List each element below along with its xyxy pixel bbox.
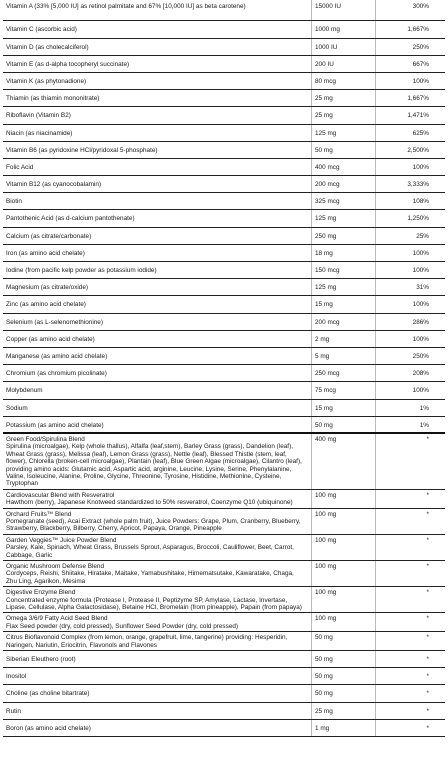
nutrient-amount: 250 mcg <box>315 370 340 378</box>
nutrient-name: Molybdenum <box>6 387 43 395</box>
nutrient-amount: 200 IU <box>315 60 334 68</box>
ingredient-amount: 1 mg <box>315 724 330 732</box>
blend-description: Hawthorn (berry), Japanese Knotweed standardized to 50% resveratrol, Coenzyme Q10 (ubiquinone) <box>6 499 293 507</box>
nutrient-daily-value: 625% <box>412 129 429 137</box>
blend-title: Omega 3/6/9 Fatty Acid Seed Blend <box>6 615 108 623</box>
nutrient-row <box>3 417 445 434</box>
blend-row <box>3 613 445 632</box>
ingredient-row <box>3 651 445 668</box>
nutrient-daily-value: 100% <box>412 267 429 275</box>
nutrient-daily-value: 1,667% <box>407 95 429 103</box>
ingredient-daily-value: * <box>426 656 429 664</box>
nutrient-row <box>3 0 445 21</box>
nutrient-name: Manganese (as amino acid chelate) <box>6 352 108 360</box>
blend-row <box>3 490 445 509</box>
nutrient-daily-value: 100% <box>412 163 429 171</box>
nutrient-daily-value: 1,471% <box>407 112 429 120</box>
nutrient-row <box>3 400 445 417</box>
nutrient-amount: 125 mg <box>315 284 337 292</box>
blend-info <box>6 537 306 562</box>
blend-daily-value: * <box>426 536 429 544</box>
nutrient-name: Vitamin K (as phytonadione) <box>6 77 87 85</box>
blend-title: Green Food/Spirulina Blend <box>6 435 85 443</box>
blend-description: Spirulina (microalgae), Kelp (whole thallus), Alfalfa (leaf,stem), Barley Grass (grass), Dandelion (leaf), Wheat Grass (grass), Melissa (leaf), Lemon Grass (grass), Nettle (leaf), Blessed Thistle (stem, leaf, flower), Chlorella (broken-cell microalgae), Plantain (leaf), Blue Green Algae (microalgae), Cilantro (leaf), providing amino acids: Glutamic acid, Aspartic acid, arginine, Leucine, Lysine, Serine, Phenylalanine, Valine, Isoleucine, Alanine, Proline, Glycine, Threonine, Tyrosine, Histidine, Methionine, Cysteine, Tryptophan <box>6 443 302 488</box>
nutrient-row <box>3 296 445 313</box>
ingredient-amount: 50 mg <box>315 673 333 681</box>
blend-info <box>6 492 306 510</box>
ingredient-daily-value: * <box>426 707 429 715</box>
nutrient-row <box>3 56 445 73</box>
nutrient-row <box>3 193 445 210</box>
nutrient-daily-value: 667% <box>412 60 429 68</box>
blend-daily-value: * <box>426 562 429 570</box>
nutrient-amount: 125 mg <box>315 215 337 223</box>
nutrient-row <box>3 176 445 193</box>
blend-daily-value: * <box>426 435 429 443</box>
nutrient-name: Vitamin B6 (as pyridoxine HCl/pyridoxal 5-phosphate) <box>6 146 158 154</box>
nutrient-name: Magnesium (as citrate/oxide) <box>6 284 89 292</box>
blend-row <box>3 561 445 587</box>
nutrient-daily-value: 250% <box>412 352 429 360</box>
ingredient-daily-value: * <box>426 690 429 698</box>
nutrient-amount: 80 mcg <box>315 77 336 85</box>
nutrient-daily-value: 108% <box>412 198 429 206</box>
nutrient-daily-value: 25% <box>416 232 429 240</box>
nutrient-daily-value: 100% <box>412 249 429 257</box>
nutrient-amount: 400 mcg <box>315 163 340 171</box>
nutrient-row <box>3 262 445 279</box>
nutrient-amount: 25 mg <box>315 95 333 103</box>
blend-amount: 100 mg <box>315 589 337 597</box>
blend-info <box>6 589 306 614</box>
blend-row <box>3 509 445 535</box>
ingredient-name: Boron (as amino acid chelate) <box>6 724 91 732</box>
blend-amount: 100 mg <box>315 615 337 623</box>
nutrient-amount: 1000 IU <box>315 43 338 51</box>
nutrient-amount: 75 mcg <box>315 387 336 395</box>
blend-title: Cardiovascular Blend with Resveratrol <box>6 491 115 499</box>
nutrient-daily-value: 31% <box>416 284 429 292</box>
nutrient-name: Zinc (as amino acid chelate) <box>6 301 86 309</box>
nutrient-amount: 18 mg <box>315 249 333 257</box>
nutrient-name: Chromium (as chromium picolinate) <box>6 370 107 378</box>
nutrient-name: Copper (as amino acid chelate) <box>6 335 95 343</box>
nutrient-row <box>3 365 445 382</box>
nutrient-amount: 25 mg <box>315 112 333 120</box>
nutrient-row <box>3 39 445 56</box>
nutrient-daily-value: 208% <box>412 370 429 378</box>
nutrient-daily-value: 286% <box>412 318 429 326</box>
nutrient-row <box>3 348 445 365</box>
nutrient-amount: 325 mcg <box>315 198 340 206</box>
nutrient-amount: 15000 IU <box>315 3 341 10</box>
nutrient-daily-value: 1,250% <box>407 215 429 223</box>
blend-daily-value: * <box>426 510 429 518</box>
nutrient-daily-value: 250% <box>412 43 429 51</box>
ingredient-name: Siberian Eleuthero (root) <box>6 656 76 664</box>
ingredient-amount: 25 mg <box>315 707 333 715</box>
blend-description: Pomegranate (seed), Acai Extract (whole palm fruit), Juice Powders: Grape, Plum, Cranberry, Blueberry, Strawberry, Blackberry, Bilberry, Cherry, Apricot, Papaya, Orange, Pineapple <box>6 517 301 533</box>
nutrient-name: Iron (as amino acid chelate) <box>6 249 85 257</box>
blend-info <box>6 563 306 588</box>
vitamins-minerals-section <box>3 0 445 434</box>
nutrient-amount: 200 mcg <box>315 181 340 189</box>
ingredient-amount: 50 mg <box>315 656 333 664</box>
nutrient-name: Calcium (as citrate/carbonate) <box>6 232 92 240</box>
nutrient-name: Vitamin D (as cholecalciferol) <box>6 43 89 51</box>
nutrient-name: Riboflavin (Vitamin B2) <box>6 112 71 120</box>
ingredient-row <box>3 685 445 702</box>
nutrient-name: Vitamin B12 (as cyanocobalamin) <box>6 181 102 189</box>
blend-row <box>3 535 445 561</box>
nutrient-amount: 150 mcg <box>315 267 340 275</box>
nutrient-name: Selenium (as L-selenomethionine) <box>6 318 103 326</box>
nutrient-amount: 50 mg <box>315 146 333 154</box>
blend-info <box>6 634 306 652</box>
blend-daily-value: * <box>426 491 429 499</box>
nutrient-daily-value: 1% <box>419 421 429 429</box>
blend-title: Garden Veggies™ Juice Powder Blend <box>6 536 117 544</box>
blend-amount: 400 mg <box>315 435 337 443</box>
nutrient-name: Iodine (from pacific kelp powder as potassium iodide) <box>6 267 157 275</box>
nutrient-amount: 50 mg <box>315 421 333 429</box>
nutrient-name: Potassium (as amino acid chelate) <box>6 421 104 429</box>
nutrient-amount: 1000 mg <box>315 26 340 34</box>
ingredient-daily-value: * <box>426 724 429 732</box>
blend-info <box>6 511 306 536</box>
nutrient-row <box>3 125 445 142</box>
blend-amount: 100 mg <box>315 562 337 570</box>
ingredient-amount: 50 mg <box>315 690 333 698</box>
blend-amount: 100 mg <box>315 491 337 499</box>
nutrient-daily-value: 100% <box>412 301 429 309</box>
blend-title: Orchard Fruits™ Blend <box>6 510 72 518</box>
nutrient-name: Niacin (as niacinamide) <box>6 129 73 137</box>
nutrient-row <box>3 210 445 227</box>
nutrient-row <box>3 142 445 159</box>
nutrient-amount: 250 mg <box>315 232 337 240</box>
nutrient-name: Thiamin (as thiamin mononitrate) <box>6 95 100 103</box>
nutrient-row <box>3 279 445 296</box>
nutrient-row <box>3 245 445 262</box>
ingredient-row <box>3 668 445 685</box>
ingredient-name: Choline (as choline bitartrate) <box>6 690 90 698</box>
blend-row <box>3 587 445 613</box>
nutrient-row <box>3 107 445 124</box>
nutrient-name: Folic Acid <box>6 163 34 171</box>
nutrient-row <box>3 314 445 331</box>
blend-daily-value: * <box>426 589 429 597</box>
nutrient-amount: 5 mg <box>315 352 330 360</box>
blends-section <box>3 434 445 651</box>
nutrient-row <box>3 21 445 38</box>
other-ingredients-section <box>3 651 445 737</box>
blend-row <box>3 632 445 651</box>
blend-daily-value: * <box>426 615 429 623</box>
ingredient-row <box>3 720 445 737</box>
nutrient-daily-value: 1% <box>419 404 429 412</box>
nutrient-row <box>3 90 445 107</box>
nutrient-amount: 15 mg <box>315 404 333 412</box>
blend-amount: 100 mg <box>315 536 337 544</box>
ingredient-row <box>3 703 445 720</box>
blend-row <box>3 434 445 490</box>
nutrient-name: Vitamin E (as d-alpha tocopheryl succinate) <box>6 60 130 68</box>
blend-info <box>6 436 306 491</box>
blend-amount: 100 mg <box>315 510 337 518</box>
ingredient-name: Rutin <box>6 707 21 715</box>
blend-description: Flax Seed powder (dry, cold pressed), Sunflower Seed Powder (dry, cold pressed) <box>6 622 239 630</box>
blend-title: Organic Mushroom Defense Blend <box>6 562 105 570</box>
nutrient-name: Vitamin C (ascorbic acid) <box>6 26 77 34</box>
supplement-facts-table <box>3 0 445 737</box>
nutrient-daily-value: 1,667% <box>407 26 429 34</box>
nutrient-amount: 15 mg <box>315 301 333 309</box>
nutrient-amount: 2 mg <box>315 335 330 343</box>
blend-amount: 50 mg <box>315 634 333 642</box>
blend-info <box>6 615 306 633</box>
ingredient-daily-value: * <box>426 673 429 681</box>
nutrient-amount: 200 mcg <box>315 318 340 326</box>
blend-description: Cordyceps, Reishi, Shiitake, Hiratake, Maitake, Yamabushitake, Himematsutake, Kawaratake, Chaga, Zhu Ling, Agarikon, Mesima <box>6 570 294 585</box>
nutrient-row <box>3 331 445 348</box>
blend-daily-value: * <box>426 634 429 642</box>
nutrient-daily-value: 100% <box>412 335 429 343</box>
nutrient-row <box>3 73 445 90</box>
nutrient-name: Vitamin A (33% [5,000 IU] as retinol palmitate and 67% [10,000 IU] as beta carotene) <box>6 3 246 10</box>
nutrient-row <box>3 228 445 245</box>
blend-description: Concentrated enzyme formula (Protease I, Protease II, Peptizyme SP, Amylase, Lactase, Invertase, Lipase, Cellulase, Alpha Galactosidase), Betaine HCl, Bromelain (from pineapple), Papain (from papaya) <box>6 596 302 612</box>
nutrient-daily-value: 3,333% <box>407 181 429 189</box>
nutrient-daily-value: 300% <box>412 3 429 10</box>
blend-description: Citrus Bioflavonoid Complex (from lemon, orange, grapefruit, lime, tangerine) providing: Hesperidin, Naringen, Nariutin, Eriocitrin, Flavonols and Flavones <box>6 634 288 649</box>
nutrient-name: Sodium <box>6 404 28 412</box>
nutrient-daily-value: 100% <box>412 387 429 395</box>
nutrient-row <box>3 159 445 176</box>
nutrient-daily-value: 2,500% <box>407 146 429 154</box>
nutrient-name: Biotin <box>6 198 22 206</box>
nutrient-daily-value: 100% <box>412 77 429 85</box>
blend-title: Digestive Enzyme Blend <box>6 589 76 597</box>
nutrient-name: Pantothenic Acid (as d-calcium pantothenate) <box>6 215 135 223</box>
blend-description: Parsley, Kale, Spinach, Wheat Grass, Brussels Sprout, Asparagus, Broccoli, Cauliflower, Beet, Carrot, Cabbage, Garlic <box>6 544 294 559</box>
ingredient-name: Inositol <box>6 673 27 681</box>
nutrient-row <box>3 382 445 399</box>
nutrient-amount: 125 mg <box>315 129 337 137</box>
